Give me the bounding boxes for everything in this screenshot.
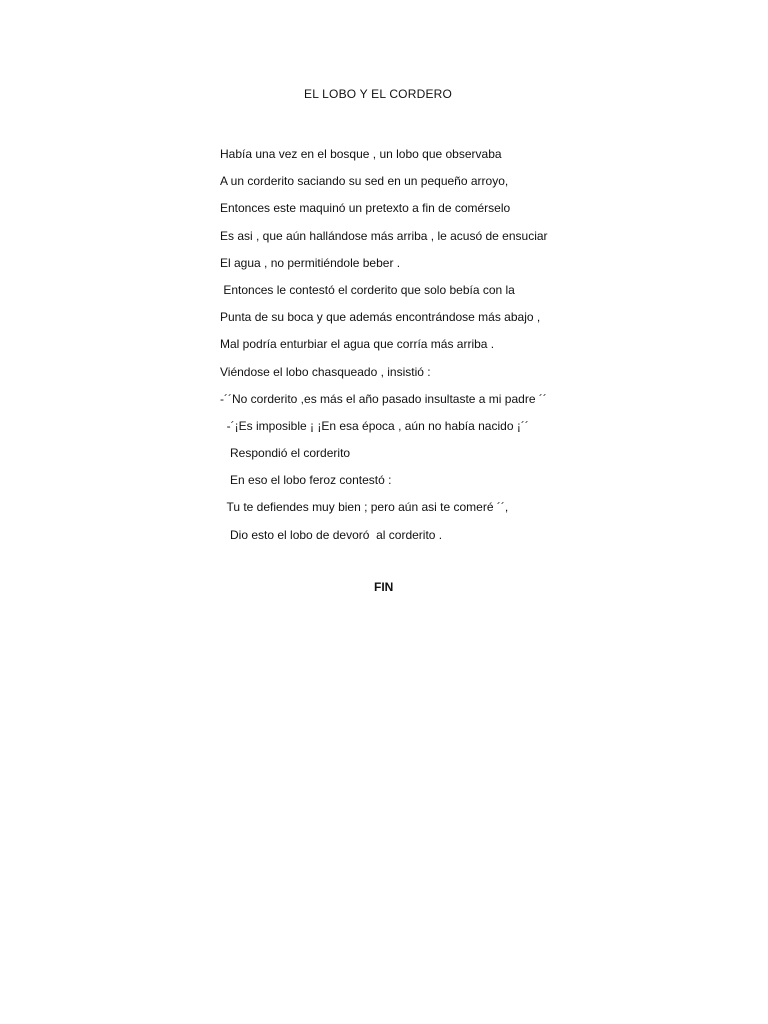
story-line: Entonces este maquinó un pretexto a fin de comérselo: [220, 201, 511, 216]
story-line: El agua , no permitiéndole beber .: [220, 255, 401, 270]
story-line: Respondió el corderito: [220, 446, 351, 461]
story-line: Es asi , que aún hallándose más arriba , le acusó de ensuciar: [220, 228, 548, 243]
story-line: Viéndose el lobo chasqueado , insistió :: [220, 364, 431, 379]
story-line: Dio esto el lobo de devoró al corderito .: [220, 527, 443, 542]
story-line: Mal podría enturbiar el agua que corría más arriba .: [220, 337, 495, 352]
story-title: EL LOBO Y EL CORDERO: [304, 87, 453, 101]
story-line: Tu te defiendes muy bien ; pero aún asi te comeré ´´,: [220, 500, 509, 515]
story-body: [220, 141, 600, 549]
story-line: En eso el lobo feroz contestó :: [220, 473, 392, 488]
story-ending: FIN: [374, 580, 394, 594]
story-line: Entonces le contestó el corderito que solo bebía con la: [220, 282, 515, 297]
story-line: A un corderito saciando su sed en un pequeño arroyo,: [220, 174, 509, 189]
story-line: Había una vez en el bosque , un lobo que observaba: [220, 147, 502, 161]
story-line: -´¡Es imposible ¡ ¡En esa época , aún no había nacido ¡´´: [220, 418, 529, 433]
story-line: -´´No corderito ,es más el año pasado insultaste a mi padre ´´: [220, 391, 547, 406]
story-line: Punta de su boca y que además encontrándose más abajo ,: [220, 310, 541, 325]
